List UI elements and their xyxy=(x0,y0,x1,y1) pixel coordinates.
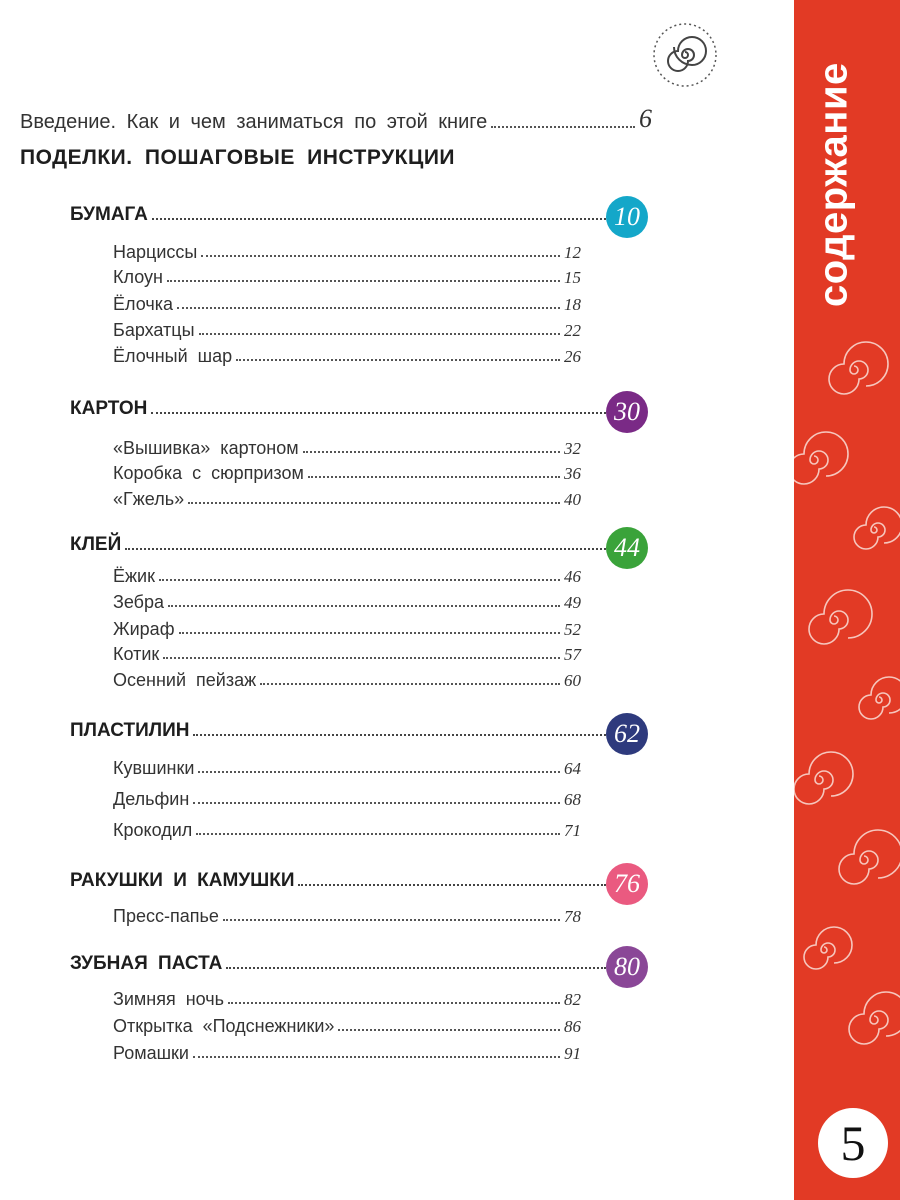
item-page: 52 xyxy=(564,620,581,639)
toc-item[interactable] xyxy=(113,489,581,510)
toc-item[interactable] xyxy=(113,619,581,640)
item-page: 40 xyxy=(564,490,581,509)
leader-dots xyxy=(308,476,560,478)
toc-item[interactable] xyxy=(113,438,581,459)
toc-item[interactable] xyxy=(113,670,581,691)
item-title: Ромашки xyxy=(113,1043,189,1063)
item-page: 71 xyxy=(564,821,581,840)
leader-dots xyxy=(201,255,560,257)
item-title: Нарциссы xyxy=(113,242,198,262)
toc-item[interactable] xyxy=(113,463,581,484)
leader-dots xyxy=(226,967,606,969)
item-page: 32 xyxy=(564,439,581,458)
toc-item[interactable] xyxy=(113,346,581,367)
section-title: РАКУШКИ И КАМУШКИ xyxy=(70,870,295,891)
swirl-pattern-icon xyxy=(794,330,900,1090)
toc-item[interactable] xyxy=(113,644,581,665)
item-title: «Гжель» xyxy=(113,489,185,509)
item-page: 46 xyxy=(564,567,581,586)
item-title: Коробка с сюрпризом xyxy=(113,463,304,483)
section-page-badge: 10 xyxy=(606,196,648,238)
item-title: Ёлочка xyxy=(113,294,173,314)
section-title: ПЛАСТИЛИН xyxy=(70,720,190,741)
item-title: Клоун xyxy=(113,267,163,287)
item-page: 64 xyxy=(564,759,581,778)
leader-dots xyxy=(167,280,560,282)
item-title: Осенний пейзаж xyxy=(113,670,257,690)
toc-item[interactable] xyxy=(113,320,581,341)
item-page: 86 xyxy=(564,1017,581,1036)
intro-title: Введение. Как и чем заниматься по этой книге xyxy=(20,111,488,133)
item-page: 18 xyxy=(564,295,581,314)
item-title: «Вышивка» картоном xyxy=(113,438,299,458)
toc-item[interactable] xyxy=(113,242,581,263)
leader-dots xyxy=(260,683,560,685)
toc-item[interactable] xyxy=(113,758,581,779)
item-page: 12 xyxy=(564,243,581,262)
item-page: 22 xyxy=(564,321,581,340)
toc-intro-entry[interactable] xyxy=(20,104,652,134)
toc-item[interactable] xyxy=(113,294,581,315)
toc-item[interactable] xyxy=(113,1016,581,1037)
leader-dots xyxy=(188,502,560,504)
item-page: 68 xyxy=(564,790,581,809)
toc-heading: ПОДЕЛКИ. ПОШАГОВЫЕ ИНСТРУКЦИИ xyxy=(20,146,456,169)
leader-dots xyxy=(236,359,560,361)
toc-section-shells[interactable] xyxy=(70,870,610,892)
section-title: ЗУБНАЯ ПАСТА xyxy=(70,953,223,974)
item-title: Крокодил xyxy=(113,820,193,840)
item-title: Ёлочный шар xyxy=(113,346,233,366)
item-page: 78 xyxy=(564,907,581,926)
item-title: Пресс-папье xyxy=(113,906,219,926)
toc-item[interactable] xyxy=(113,820,581,841)
item-page: 60 xyxy=(564,671,581,690)
item-page: 15 xyxy=(564,268,581,287)
section-page-badge: 80 xyxy=(606,946,648,988)
leader-dots xyxy=(193,1056,560,1058)
intro-page: 6 xyxy=(639,104,652,133)
spiral-logo-icon xyxy=(650,20,720,90)
leader-dots xyxy=(193,734,606,736)
item-title: Дельфин xyxy=(113,789,190,809)
toc-item[interactable] xyxy=(113,906,581,927)
leader-dots xyxy=(152,218,606,220)
toc-item[interactable] xyxy=(113,267,581,288)
leader-dots xyxy=(177,307,560,309)
leader-dots xyxy=(303,451,560,453)
leader-dots xyxy=(298,884,606,886)
item-title: Ёжик xyxy=(113,566,155,586)
section-page-badge: 44 xyxy=(606,527,648,569)
leader-dots xyxy=(338,1029,560,1031)
item-page: 82 xyxy=(564,990,581,1009)
page-number: 5 xyxy=(818,1108,888,1178)
leader-dots xyxy=(163,657,560,659)
leader-dots xyxy=(193,802,560,804)
item-title: Открытка «Подснежники» xyxy=(113,1016,335,1036)
section-page-badge: 76 xyxy=(606,863,648,905)
section-page-badge: 30 xyxy=(606,391,648,433)
section-title: КЛЕЙ xyxy=(70,534,122,555)
item-page: 91 xyxy=(564,1044,581,1063)
leader-dots xyxy=(228,1002,560,1004)
toc-section-paper[interactable] xyxy=(70,204,610,226)
side-title: содержание xyxy=(811,62,856,308)
toc-section-glue[interactable] xyxy=(70,534,610,556)
item-title: Бархатцы xyxy=(113,320,195,340)
item-title: Котик xyxy=(113,644,160,664)
item-title: Кувшинки xyxy=(113,758,195,778)
toc-section-plasticine[interactable] xyxy=(70,720,610,742)
toc-item[interactable] xyxy=(113,1043,581,1064)
leader-dots xyxy=(151,412,606,414)
section-page-badge: 62 xyxy=(606,713,648,755)
item-title: Зебра xyxy=(113,592,165,612)
leader-dots xyxy=(168,605,560,607)
item-title: Зимняя ночь xyxy=(113,989,225,1009)
item-page: 26 xyxy=(564,347,581,366)
leader-dots xyxy=(179,632,560,634)
leader-dots xyxy=(196,833,560,835)
toc-item[interactable] xyxy=(113,566,581,587)
toc-item[interactable] xyxy=(113,789,581,810)
item-title: Жираф xyxy=(113,619,175,639)
toc-section-cardboard[interactable] xyxy=(70,398,610,420)
leader-dots xyxy=(223,919,560,921)
leader-dots xyxy=(159,579,560,581)
leader-dots xyxy=(198,771,560,773)
toc-item[interactable] xyxy=(113,592,581,613)
item-page: 57 xyxy=(564,645,581,664)
leader-dots xyxy=(199,333,560,335)
leader-dots xyxy=(125,548,606,550)
leader-dots xyxy=(491,126,635,128)
item-page: 49 xyxy=(564,593,581,612)
item-page: 36 xyxy=(564,464,581,483)
section-title: КАРТОН xyxy=(70,398,148,419)
section-title: БУМАГА xyxy=(70,204,148,225)
toc-item[interactable] xyxy=(113,989,581,1010)
toc-section-toothpaste[interactable] xyxy=(70,953,610,975)
